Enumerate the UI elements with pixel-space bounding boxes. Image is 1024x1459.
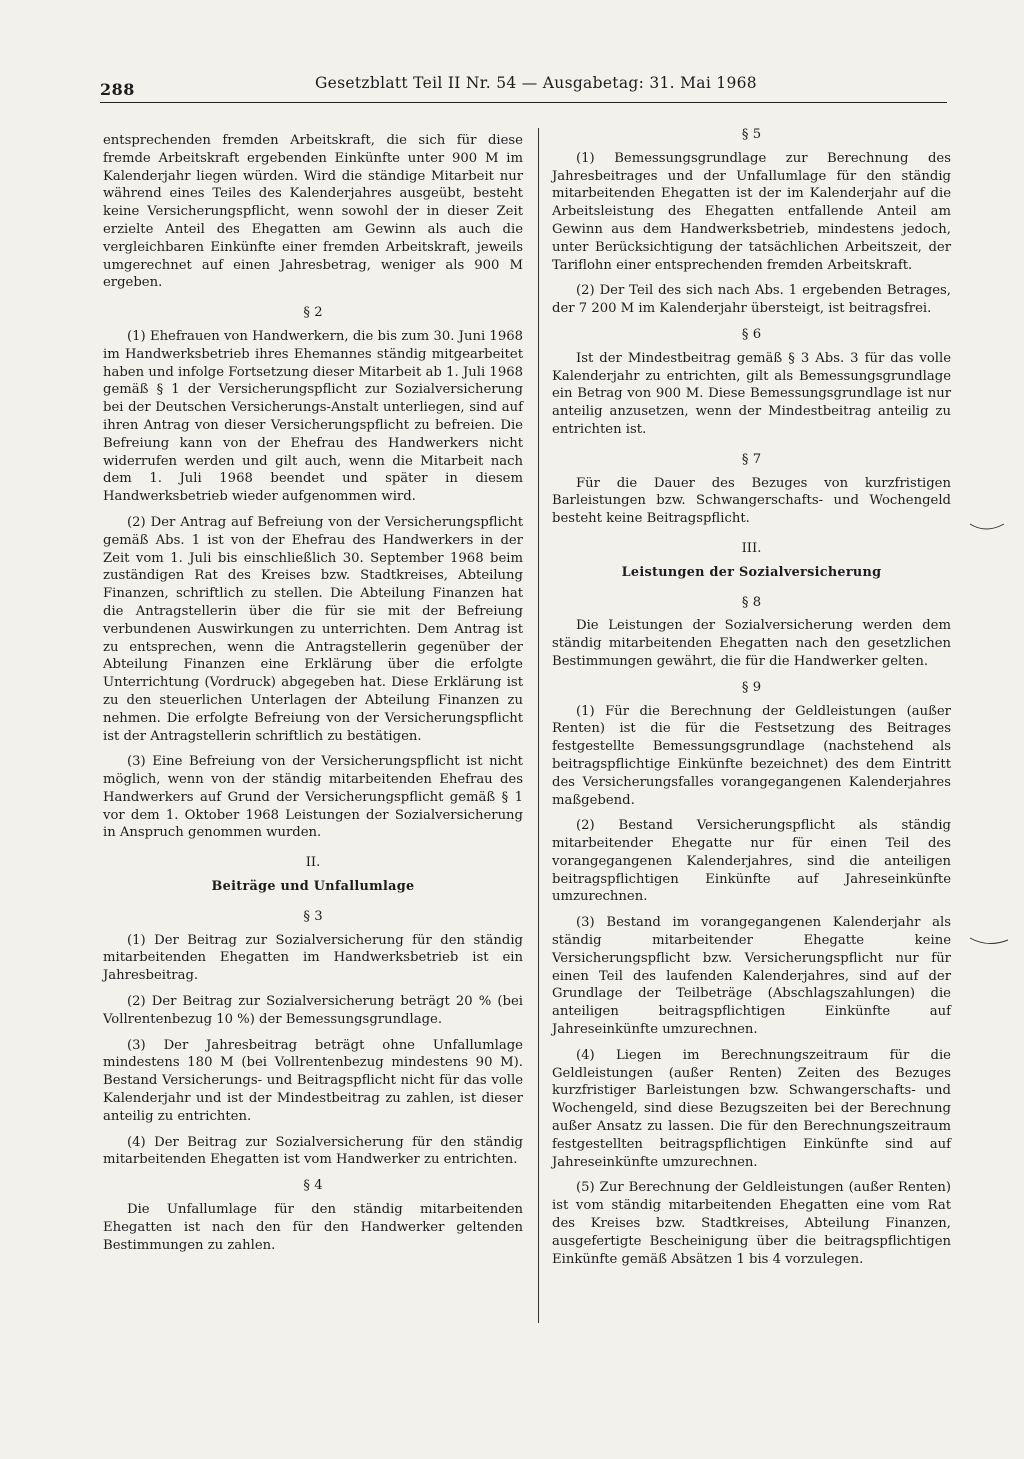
left-column	[103, 132, 523, 1262]
paragraph: (2) Der Beitrag zur Sozialversicherung beträgt 20 % (bei Vollrentenbezug 10 %) der Bemessungsgrundlage.	[103, 994, 523, 1027]
section-heading: § 5	[741, 127, 762, 142]
paragraph: Die Unfallumlage für den ständig mitarbeitenden Ehegatten ist nach den für den Handwerker geltenden Bestimmungen zu zahlen.	[103, 1202, 523, 1253]
paragraph: (1) Ehefrauen von Handwerkern, die bis zum 30. Juni 1968 im Handwerksbetrieb ihres Ehemannes ständig mitgearbeitet haben und infolge Fortsetzung dieser Mitarbeit ab 1. Juli 1968 gemäß § 1 der Versicherungspflicht zur Sozialversicherung bei der Deutschen Versicherungs-Anstalt unterliegen, sind auf ihren Antrag von dieser Versicherungspflicht zu befreien. Die Befreiung kann von der Ehefrau des Handwerkers nicht widerrufen werden und gilt auch, wenn die Mitarbeit nach dem 1. Juli 1968 beendet und später in diesem Handwerksbetrieb wieder aufgenommen wird.	[103, 328, 523, 505]
paragraph: Ist der Mindestbeitrag gemäß § 3 Abs. 3 für das volle Kalenderjahr zu entrichten, gilt als Bemessungsgrundlage ein Betrag von 900 M. Diese Bemessungsgrundlage ist nur anteilig anzusetzen, wenn der Mindestbeitrag anteilig zu entrichten ist.	[552, 350, 951, 437]
paragraph: (3) Eine Befreiung von der Versicherungspflicht ist nicht möglich, wenn von der ständig mitarbeitenden Ehefrau des Handwerkers auf Grund der Versicherungspflicht gemäß § 1 vor dem 1. Oktober 1968 Leistungen der Sozialversicherung in Anspruch genommen wurden.	[103, 754, 523, 841]
paragraph: (3) Der Jahresbeitrag beträgt ohne Unfallumlage mindestens 180 M (bei Vollrentenbezug mindestens 90 M). Bestand Versicherungs- und Beitragspflicht nicht für das volle Kalenderjahr und ist der Mindestbeitrag zu zahlen, ist dieser anteilig zu entrichten.	[103, 1037, 523, 1124]
paragraph: (2) Der Antrag auf Befreiung von der Versicherungspflicht gemäß Abs. 1 ist von der Ehefrau des Handwerkers in der Zeit vom 1. Juli bis einschließlich 30. September 1968 beim zuständigen Rat des Kreises bzw. Stadtkreises, Abteilung Finanzen, schriftlich zu stellen. Die Abteilung Finanzen hat die Antragstellerin über die für sie mit der Befreiung verbundenen Auswirkungen zu unterrichten. Dem Antrag ist zu entsprechen, wenn die Antragstellerin gegenüber der Abteilung Finanzen eine Erklärung über die erfolgte Unterrichtung (Vordruck) abgegeben hat. Diese Erklärung ist zu den steuerlichen Unterlagen der Abteilung Finanzen zu nehmen. Die erfolgte Befreiung von der Versicherungspflicht ist der Antragstellerin schriftlich zu bestätigen.	[103, 514, 523, 744]
margin-mark-icon	[968, 934, 1012, 950]
right-column	[552, 126, 951, 1276]
paragraph: (1) Der Beitrag zur Sozialversicherung für den ständig mitarbeitenden Ehegatten im Handwerksbetrieb ist ein Jahresbeitrag.	[103, 932, 523, 984]
page-number: 288	[100, 80, 135, 99]
page-header	[100, 74, 947, 103]
section-heading: § 9	[741, 679, 762, 695]
section-heading: § 2	[303, 305, 323, 321]
paragraph: Die Leistungen der Sozialversicherung werden dem ständig mitarbeitenden Ehegatten nach den gesetzlichen Bestimmungen gewährt, die für die Handwerker gelten.	[552, 618, 951, 669]
paragraph: Für die Dauer des Bezuges von kurzfristigen Barleistungen bzw. Schwangerschafts- und Wochengeld besteht keine Beitragspflicht.	[552, 475, 951, 527]
paragraph: entsprechenden fremden Arbeitskraft, die sich für diese fremde Arbeitskraft ergebenden Einkünfte unter 900 M im Kalenderjahr liegen würden. Wird die ständige Mitarbeit nur während eines Teiles des Kalenderjahres ausgeübt, besteht keine Versicherungspflicht, wenn sowohl der in dieser Zeit erzielte Anteil des Ehegatten am Gewinn als auch die vergleichbaren Einkünfte einer fremden Arbeitskraft, jeweils umgerechnet auf einen Jahresbetrag, weniger als 900 M ergeben.	[103, 133, 523, 291]
paragraph: (1) Für die Berechnung der Geldleistungen (außer Renten) ist die für die Festsetzung des Beitrages festgestellte Bemessungsgrundlage (nachstehend als beitragspflichtige Einkünfte bezeichnet) des dem Eintritt des Versicherungsfalles vorangegangenen Kalenderjahres maßgebend.	[552, 703, 951, 808]
part-title: Leistungen der Sozialversicherung	[621, 564, 882, 580]
part-number: II.	[305, 855, 321, 871]
paragraph: (2) Bestand Versicherungspflicht als ständig mitarbeitender Ehegatte nur für einen Teil des vorangegangenen Kalenderjahres, sind die anteiligen beitragspflichtigen Einkünfte auf Jahreseinkünfte umzurechnen.	[552, 818, 951, 905]
paragraph: (5) Zur Berechnung der Geldleistungen (außer Renten) ist vom ständig mitarbeitenden Ehegatten eine vom Rat des Kreises bzw. Stadtkreises, Abteilung Finanzen, ausgefertigte Bescheinigung über die beitragspflichtigen Einkünfte gemäß Absätzen 1 bis 4 vorzulegen.	[552, 1180, 951, 1267]
part-number: III.	[741, 540, 762, 556]
section-heading: § 3	[303, 908, 323, 924]
gazette-title: Gesetzblatt Teil II Nr. 54 — Ausgabetag: 31. Mai 1968	[315, 74, 757, 92]
margin-mark-icon	[968, 518, 1008, 534]
section-heading: § 8	[741, 594, 762, 610]
section-heading: § 6	[741, 326, 762, 342]
paragraph: (4) Liegen im Berechnungszeitraum für die Geldleistungen (außer Renten) Zeiten des Bezuges kurzfristiger Barleistungen bzw. Schwangerschafts- und Wochengeld, sind diese Bezugszeiten bei der Berechnung außer Ansatz zu lassen. Die für den Berechnungszeitraum festgestellten beitragspflichtigen Einkünfte sind auf Jahreseinkünfte umzurechnen.	[552, 1047, 951, 1170]
section-heading: § 4	[303, 1178, 323, 1194]
paragraph: (3) Bestand im vorangegangenen Kalenderjahr als ständig mitarbeitender Ehegatte keine Versicherungspflicht bzw. Versicherungspflicht nur für einen Teil des laufenden Kalenderjahres, sind auf der Grundlage der Teilbeträge (Abschlagszahlungen) die anteiligen beitragspflichtigen Einkünfte auf Jahreseinkünfte umzurechnen.	[552, 915, 951, 1038]
part-title: Beiträge und Unfallumlage	[211, 879, 415, 895]
paragraph: (1) Bemessungsgrundlage zur Berechnung des Jahresbeitrages und der Unfallumlage für den ständig mitarbeitenden Ehegatten ist der im Kalenderjahr auf die Arbeitsleistung des Ehegatten entfallende Anteil am Gewinn aus dem Handwerksbetrieb, mindestens jedoch, unter Berücksichtigung der tatsächlichen Arbeitszeit, der Tariflohn einer entsprechenden fremden Arbeitskraft.	[552, 150, 951, 273]
paragraph: (2) Der Teil des sich nach Abs. 1 ergebenden Betrages, der 7 200 M im Kalenderjahr übersteigt, ist beitragsfrei.	[552, 283, 951, 317]
column-divider	[538, 128, 539, 1323]
paragraph: (4) Der Beitrag zur Sozialversicherung für den ständig mitarbeitenden Ehegatten ist vom Handwerker zu entrichten.	[103, 1134, 523, 1168]
section-heading: § 7	[741, 451, 762, 467]
